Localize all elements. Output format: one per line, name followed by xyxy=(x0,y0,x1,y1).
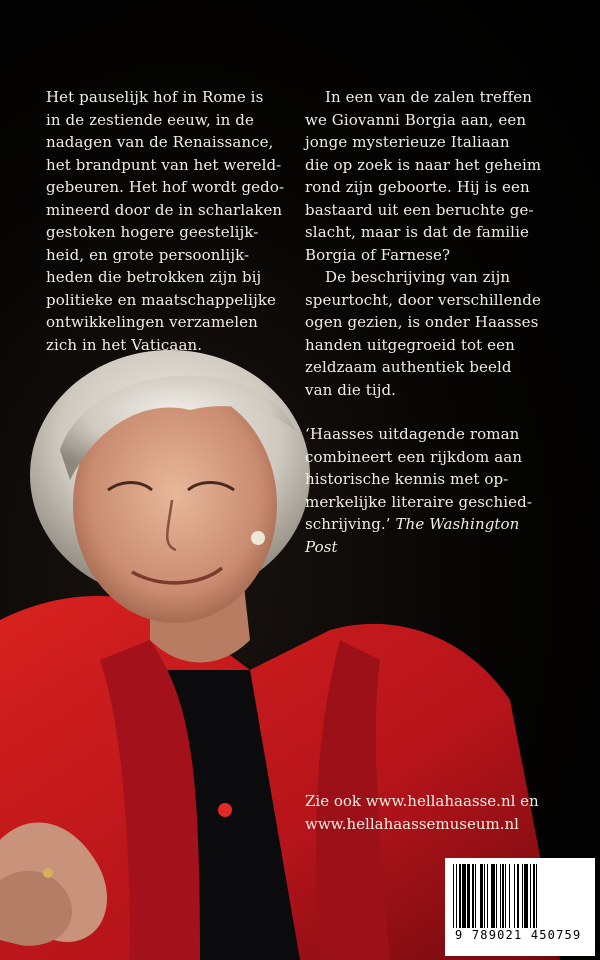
text-line: van die tijd. xyxy=(305,380,397,399)
text-line: we Giovanni Borgia aan, een xyxy=(305,110,527,129)
text-line: politieke en maatschappelijke xyxy=(46,290,277,309)
text-line: combineert een rijkdom aan xyxy=(305,447,523,466)
text-line: jonge mysterieuze Italiaan xyxy=(305,133,510,151)
right-blurb-column xyxy=(305,86,573,558)
website-links xyxy=(305,790,539,835)
isbn-barcode xyxy=(445,858,595,956)
isbn-number: 9 789021 450759 xyxy=(453,928,587,942)
website-line-2[interactable]: www.hellahaassemuseum.nl xyxy=(305,814,519,833)
text-line: schrijving.’ xyxy=(305,515,391,533)
text-line: bastaard uit een beruchte ge- xyxy=(305,200,534,219)
quote-source-continued: Post xyxy=(305,537,338,556)
text-line: mineerd door de in scharlaken xyxy=(46,200,283,219)
left-blurb-paragraph xyxy=(46,86,298,356)
text-line: ontwikkelingen verzamelen xyxy=(46,313,258,331)
text-line: zeldzaam authentiek beeld xyxy=(305,358,512,376)
text-line: handen uitgegroeid tot een xyxy=(305,335,515,354)
text-line: Het pauselijk hof in Rome is xyxy=(46,88,264,106)
barcode-bars xyxy=(453,864,587,932)
text-line: gestoken hogere geestelijk- xyxy=(46,223,259,241)
text-line: In een van de zalen treffen xyxy=(325,88,532,106)
text-line: heden die betrokken zijn bij xyxy=(46,268,262,286)
left-blurb-column xyxy=(46,86,298,356)
text-line: slacht, maar is dat de familie xyxy=(305,223,529,241)
text-line: merkelijke literaire geschied- xyxy=(305,492,533,511)
quote-source: The Washington xyxy=(395,515,520,533)
text-line: het brandpunt van het wereld- xyxy=(46,155,282,174)
press-quote xyxy=(305,423,573,558)
barcode-bar xyxy=(537,864,538,932)
text-line: ogen gezien, is onder Haasses xyxy=(305,313,539,331)
text-line: gebeuren. Het hof wordt gedo- xyxy=(46,178,285,196)
text-line: historische kennis met op- xyxy=(305,470,509,488)
text-line: zich in het Vaticaan. xyxy=(46,335,203,354)
blurb-paragraph-1 xyxy=(305,86,573,266)
blurb-paragraph-2 xyxy=(305,266,573,401)
text-line: die op zoek is naar het geheim xyxy=(305,155,542,174)
text-line: De beschrijving van zijn xyxy=(325,268,511,286)
text-line: nadagen van de Renaissance, xyxy=(46,133,274,151)
text-line: Borgia of Farnese? xyxy=(305,245,451,264)
text-line: in de zestiende eeuw, in de xyxy=(46,110,254,129)
text-line: rond zijn geboorte. Hij is een xyxy=(305,178,530,196)
website-line-1[interactable]: Zie ook www.hellahaasse.nl en xyxy=(305,792,539,810)
text-line: heid, en grote persoonlijk- xyxy=(46,245,250,264)
text-line: speurtocht, door verschillende xyxy=(305,290,541,309)
text-line: ‘Haasses uitdagende roman xyxy=(305,425,520,443)
